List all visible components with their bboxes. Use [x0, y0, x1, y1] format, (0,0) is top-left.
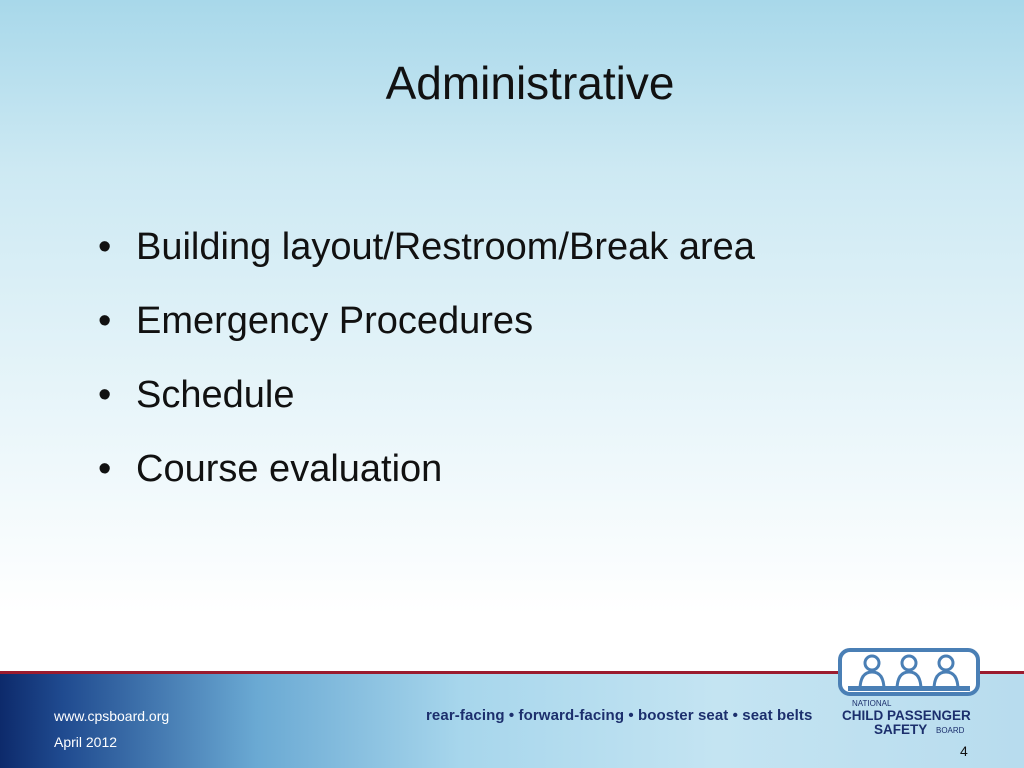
bullet-text: Emergency Procedures [136, 300, 534, 342]
bullet-list [98, 222, 755, 518]
logo-line-child-passenger: CHILD PASSENGER [842, 708, 971, 723]
bullet-item [98, 444, 755, 518]
footer-tagline: rear-facing • forward-facing • booster seat • seat belts [426, 707, 813, 724]
bullet-item [98, 296, 755, 370]
bullet-item [98, 370, 755, 444]
cps-board-logo [838, 646, 980, 738]
bullet-dot: • [98, 300, 112, 342]
page-number: 4 [960, 743, 968, 759]
bullet-text: Building layout/Restroom/Break area [136, 226, 755, 268]
bullet-text: Schedule [136, 374, 295, 416]
footer-url[interactable]: www.cpsboard.org [54, 708, 170, 724]
bullet-dot: • [98, 226, 112, 268]
logo-line-national: NATIONAL [852, 699, 892, 708]
footer-date: April 2012 [54, 734, 118, 750]
bullet-item [98, 222, 755, 296]
slide-title: Administrative [385, 57, 675, 109]
bullet-text: Course evaluation [136, 448, 443, 490]
logo-line-safety: SAFETY [874, 722, 928, 737]
bullet-dot: • [98, 374, 112, 416]
bullet-dot: • [98, 448, 112, 490]
logo-line-board: BOARD [936, 726, 965, 735]
